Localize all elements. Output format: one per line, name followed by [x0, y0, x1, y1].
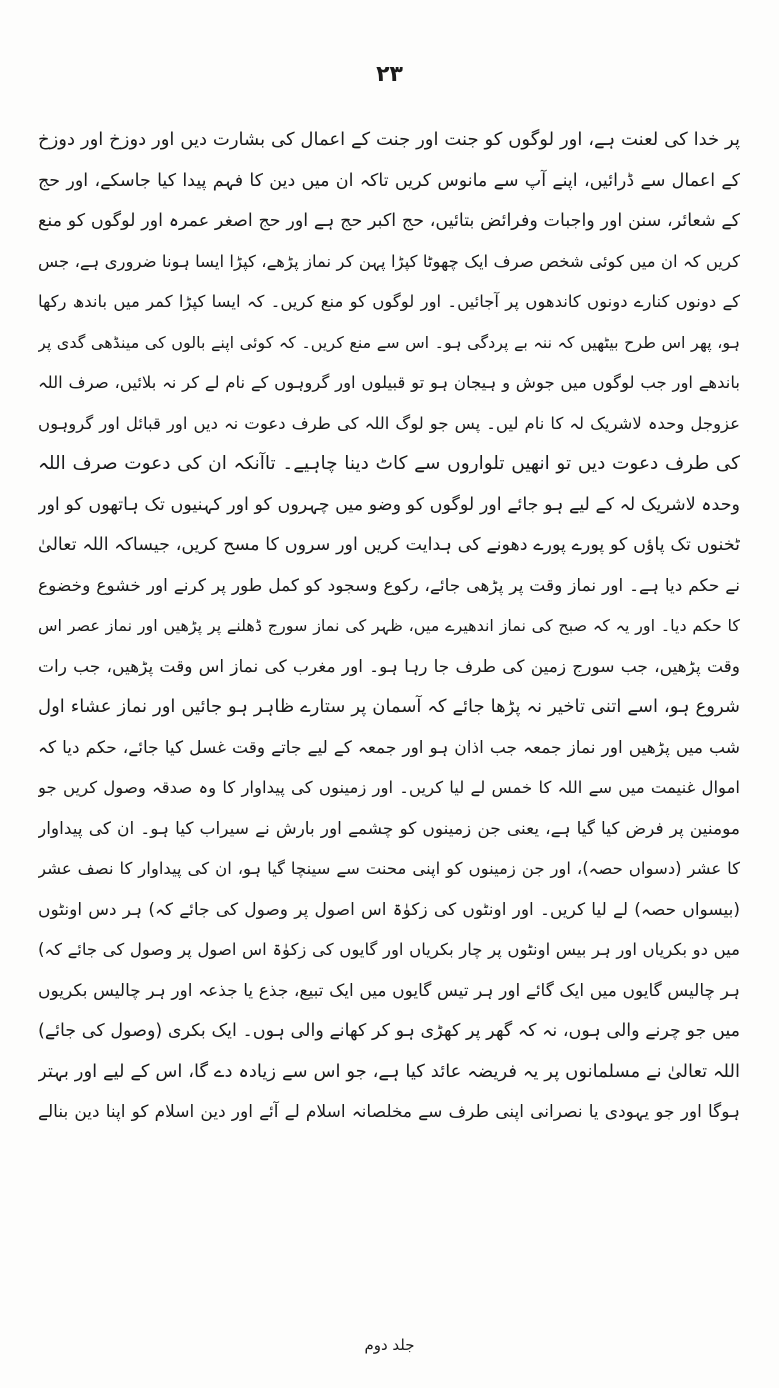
- text-line: کریں کہ ان میں کوئی شخص صرف ایک چھوٹا کپڑا پہن کر نماز پڑھے، کپڑا ایسا ہونا ضروری ہے، جس: [38, 251, 740, 271]
- text-line: (بیسواں حصہ) لے لیا کریں۔ اور اونٹوں کی زکوٰۃ اس اصول پر وصول کی جائے کہ) ہر دس اونٹوں: [38, 899, 740, 920]
- page-number: ۲۳: [376, 62, 403, 87]
- text-line: اموال غنیمت میں سے اللہ کا خمس لے لیا کریں۔ اور زمینوں کی پیداوار کا وہ صدقہ وصول کریں جو: [38, 778, 740, 797]
- volume-footer: جلد دوم: [364, 1336, 415, 1354]
- text-line: ٹخنوں تک پاؤں کو پورے پورے دھونے کی ہدایت کریں اور سروں کا مسح کریں، جیساکہ اللہ تعالیٰ: [38, 535, 740, 555]
- text-line: میں دو بکریاں اور ہر بیس اونٹوں پر چار بکریاں اور گایوں کی زکوٰۃ اس اصول پر وصول کی جائے کہ): [38, 940, 740, 959]
- text-line: شروع ہو، اسے اتنی تاخیر نہ پڑھا جائے کہ آسمان پر ستارے ظاہر ہو جائیں اور نماز عشاء اول: [38, 696, 740, 717]
- text-line: اللہ تعالیٰ نے مسلمانوں پر یہ فریضہ عائد کیا ہے، جو اس سے زیادہ دے گا، اس کے لیے اور بہتر: [38, 1060, 740, 1082]
- text-line: باندھے اور جب لوگوں میں جوش و ہیجان ہو تو قبیلوں اور گروہوں کے نام لے کر نہ بلائیں، صرف اللہ: [38, 373, 740, 392]
- text-line: میں جو چرنے والی ہوں، نہ کہ گھر پر کھڑی ہو کر کھانے والی ہوں۔ ایک بکری (وصول کی جائے): [38, 1021, 740, 1041]
- text-line: عزوجل وحدہ لاشریک لہ کا نام لیں۔ پس جو لوگ اللہ کی طرف دعوت نہ دیں اور قبائل اور گروہوں: [38, 413, 740, 433]
- text-line: کے اعمال سے ڈرائیں، اپنے آپ سے مانوس کریں تاکہ ان میں دین کا فہم پیدا کیا جاسکے، اور حج: [38, 170, 740, 191]
- text-line: وقت پڑھیں، جب سورج زمین کی طرف جا رہا ہو۔ اور مغرب کی نماز اس وقت پڑھیں، جب رات: [38, 656, 740, 677]
- text-line: وحدہ لاشریک لہ کے لیے ہو جائے اور لوگوں کو وضو میں چہروں کو اور کہنیوں تک ہاتھوں کو اور: [38, 494, 740, 515]
- text-line: کے شعائر، سنن اور واجبات وفرائض بتائیں، حج اکبر حج ہے اور حج اصغر عمرہ اور لوگوں کو منع: [38, 211, 740, 231]
- text-line: ہوگا اور جو یہودی یا نصرانی اپنی طرف سے مخلصانہ اسلام لے آئے اور دین اسلام کو اپنا دین بنالے: [38, 1102, 740, 1122]
- body-text: [38, 120, 740, 1133]
- text-line: نے حکم دیا ہے۔ اور نماز وقت پر پڑھی جائے، رکوع وسجود کو کمل طور پر کرنے اور خشوع وخضوع: [38, 575, 740, 596]
- text-line: کے دونوں کنارے دونوں کاندھوں پر آجائیں۔ اور لوگوں کو منع کریں۔ کہ ایسا کپڑا کمر میں باندھ رکھا: [38, 292, 740, 311]
- text-line: پر خدا کی لعنت ہے، اور لوگوں کو جنت اور جنت کے اعمال کی بشارت دیں اور دوزخ اور دوزخ: [38, 129, 740, 150]
- text-line: کا حکم دیا۔ اور یہ کہ صبح کی نماز اندھیرے میں، ظہر کی نماز سورج ڈھلنے پر پڑھیں اور نماز عصر اس: [38, 616, 740, 635]
- text-line: ہر چالیس گایوں میں ایک گائے اور ہر تیس گایوں میں ایک تبیع، جذع یا جذعہ اور ہر چالیس بکریوں: [38, 980, 740, 1001]
- text-line: کی طرف دعوت دیں تو انھیں تلواروں سے کاٹ دینا چاہیے۔ تاآنکہ ان کی دعوت صرف اللہ: [38, 453, 740, 474]
- text-line: ہو، پھر اس طرح بیٹھیں کہ ننہ بے پردگی ہو۔ اس سے منع کریں۔ کہ کوئی اپنے بالوں کی مینڈھی گدی پر: [38, 332, 740, 352]
- text-line: کا عشر (دسواں حصہ)، اور جن زمینوں کو اپنی محنت سے سینچا گیا ہو، ان کی پیداوار کا نصف عشر: [38, 859, 740, 878]
- text-line: شب میں پڑھیں اور نماز جمعہ جب اذان ہو اور جمعہ کے لیے جاتے وقت غسل کیا جائے، حکم دیا کہ: [38, 737, 740, 758]
- text-line: مومنین پر فرض کیا گیا ہے، یعنی جن زمینوں کو چشمے اور بارش نے سیراب کیا ہو۔ ان کی پیداوار: [38, 818, 740, 839]
